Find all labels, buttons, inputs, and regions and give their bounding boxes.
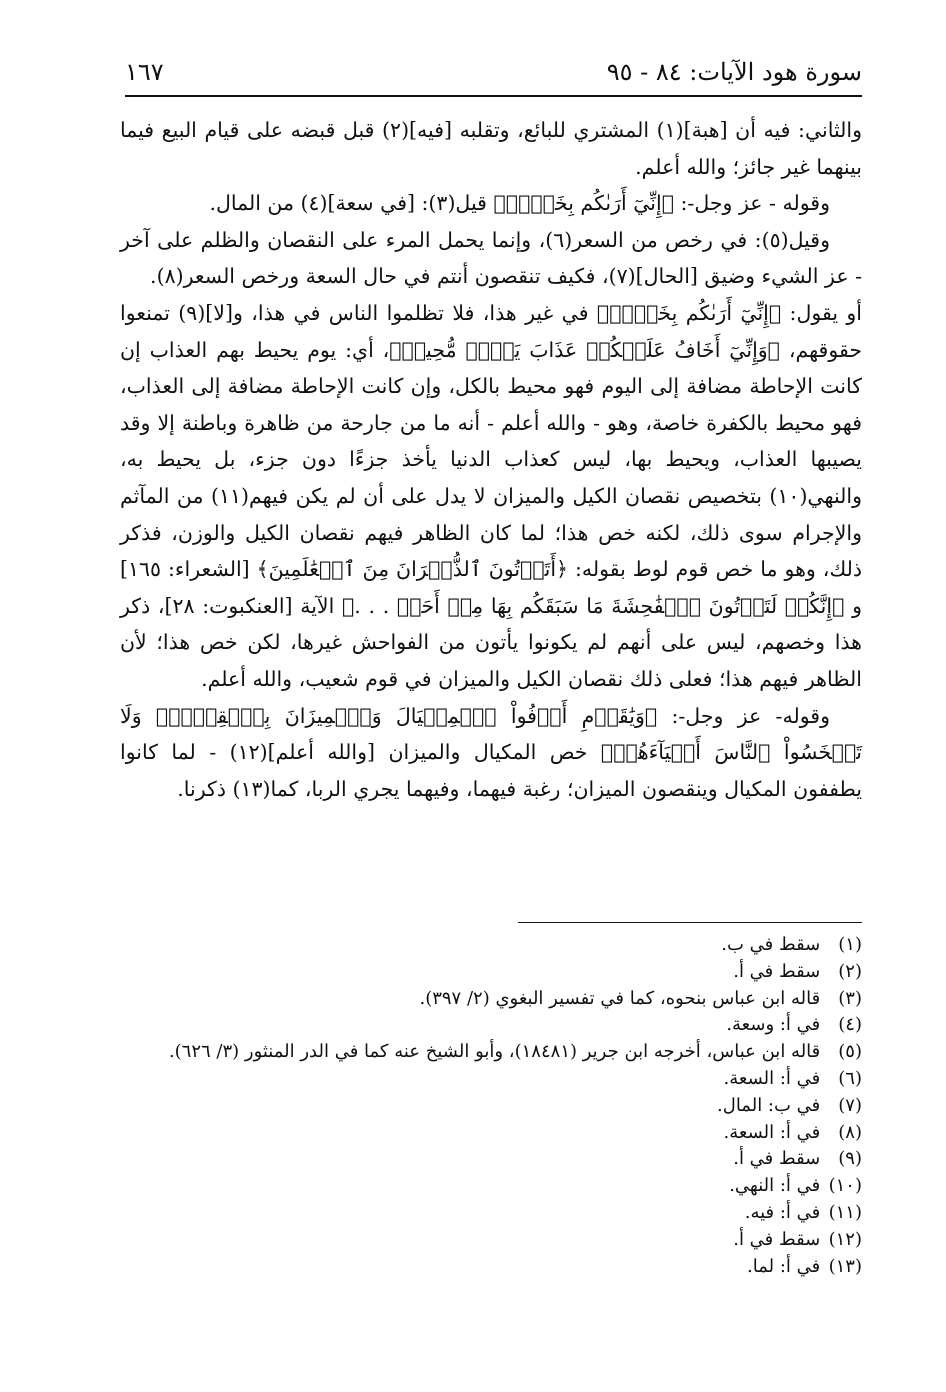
header-rule bbox=[125, 95, 862, 97]
footnote-item bbox=[120, 1254, 862, 1281]
paragraph: وقوله - عز وجل-: ﴿إِنِّيٓ أَرَىٰكُم بِخَيۡرٖ﴾ قيل(٣): [في سعة](٤) من المال. bbox=[209, 191, 830, 216]
footnote-item bbox=[120, 1066, 862, 1093]
footnote-number: (٣) bbox=[838, 987, 862, 1009]
footnote-text: سقط في ب. bbox=[721, 934, 821, 955]
footnote-number: (٩) bbox=[838, 1148, 862, 1170]
footnote-item bbox=[120, 932, 862, 959]
footnote-number: (١٣) bbox=[828, 1255, 862, 1277]
page-number: ١٦٧ bbox=[125, 58, 164, 86]
footnote-text: قاله ابن عباس بنحوه، كما في تفسير البغوي (٢/ ٣٩٧). bbox=[419, 987, 821, 1009]
footnote-item bbox=[120, 1120, 862, 1147]
footnote-number: (٥) bbox=[838, 1041, 862, 1063]
footnote-item bbox=[120, 1039, 862, 1066]
footnote-number: (١) bbox=[838, 934, 862, 955]
page-header bbox=[125, 58, 862, 94]
footnote-number: (١١) bbox=[828, 1201, 862, 1223]
footnote-item bbox=[120, 1093, 862, 1120]
footnote-number: (١٢) bbox=[828, 1228, 862, 1250]
footnote-number: (٢) bbox=[838, 960, 862, 982]
footnote-item bbox=[120, 986, 862, 1013]
footnote-number: (٦) bbox=[838, 1067, 862, 1089]
footnote-item bbox=[120, 1012, 862, 1039]
footnote-text: سقط في أ. bbox=[733, 1148, 821, 1170]
footnote-separator bbox=[518, 922, 862, 923]
main-text bbox=[120, 112, 862, 807]
footnote-item bbox=[120, 1146, 862, 1173]
running-title: سورة هود الآيات: ٨٤ - ٩٥ bbox=[606, 58, 862, 86]
paragraph: والثاني: فيه أن [هبة](١) المشتري للبائع، وتقلبه [فيه](٢) قبل قبضه على قيام البيع فيما بينهما غير جائز؛ والله أعلم. bbox=[120, 118, 863, 179]
footnote-item bbox=[120, 1200, 862, 1227]
footnote-number: (٨) bbox=[838, 1121, 862, 1143]
footnote-item bbox=[120, 1173, 862, 1200]
footnote-number: (١٠) bbox=[828, 1175, 862, 1197]
footnote-text: سقط في أ. bbox=[733, 960, 821, 982]
paragraph: وقيل(٥): في رخص من السعر(٦)، وإنما يحمل المرء على النقصان والظلم على آخر - عز الشيء وضيق [الحال](٧)، فكيف تنقصون أنتم في حال السعة ورخص السعر(٨). bbox=[120, 227, 862, 289]
footnote-text: قاله ابن عباس، أخرجه ابن جرير (١٨٤٨١)، وأبو الشيخ عنه كما في الدر المنثور (٣/ ٦٢٦). bbox=[168, 1041, 821, 1063]
footnote-text: في أ: السعة. bbox=[723, 1121, 821, 1143]
footnote-number: (٧) bbox=[838, 1094, 862, 1116]
paragraph: أو يقول: ﴿إِنِّيٓ أَرَىٰكُم بِخَيۡرٖ﴾ في غير هذا، فلا تظلموا الناس في هذا، و[لا](٩) تمنعوا حقوقهم، ﴿وَإِنِّيٓ أَخَافُ عَلَيۡكُمۡ عَذَابَ يَوۡمٖ مُّحِيطٖ﴾، أي: يوم يحيط بهم العذاب إن كانت الإحاطة مضافة إلى اليوم فهو محيط بالكل، وإن كانت الإحاطة مضافة إلى العذاب، فهو محيط بالكفرة خاصة، وهو - والله أعلم - أنه ما من جارحة من ظاهرة وباطنة إلا وقد يصيبها العذاب، ويحيط بها، ليس كعذاب الدنيا يأخذ جزءًا دون جزء، بل يحيط به، والنهي(١٠) بتخصيص نقصان الكيل والميزان لا يدل على أن لم يكن فيهم(١١) من المآثم والإجرام سوى ذلك، لكنه خص هذا؛ لما كان الظاهر فيهم نقصان الكيل والوزن، فذكر ذلك، وهو ما خص قوم لوط بقوله: ﴿أَتَأۡتُونَ ٱلذُّكۡرَانَ مِنَ ٱلۡعَٰلَمِينَ﴾ [الشعراء: ١٦٥] و ﴿إِنَّكُمۡ لَتَأۡتُونَ ٱلۡفَٰحِشَةَ مَا سَبَقَكُم بِهَا مِنۡ أَحَدٖ . . .﴾ الآية [العنكبوت: ٢٨]، ذكر هذا وخصهم، ليس على أنهم لم يكونوا يأتون من الفواحش غيرها، لكن خص هذا؛ لأن الظاهر فيهم هذا؛ فعلى ذلك نقصان الكيل والميزان في قوم شعيب، والله أعلم. bbox=[120, 300, 862, 691]
footnote-text: في أ: لما. bbox=[747, 1255, 821, 1277]
footnotes-list bbox=[120, 932, 862, 1280]
footnote-text: سقط في أ. bbox=[733, 1228, 821, 1250]
footnote-item bbox=[120, 959, 862, 986]
footnote-text: في أ: السعة. bbox=[723, 1067, 821, 1089]
footnote-number: (٤) bbox=[838, 1014, 862, 1036]
footnote-text: في أ: فيه. bbox=[744, 1201, 821, 1223]
footnote-item bbox=[120, 1227, 862, 1254]
footnote-text: في أ: النهي. bbox=[729, 1175, 821, 1197]
paragraph: وقوله- عز وجل-: ﴿وَيَٰقَوۡمِ أَوۡفُواْ ٱلۡمِكۡيَالَ وَٱلۡمِيزَانَ بِٱلۡقِسۡطِۖ وَلَا تَبۡخَسُواْ ٱلنَّاسَ أَشۡيَآءَهُمۡ﴾ خص المكيال والميزان [والله أعلم](١٢) - لما كانوا يطففون المكيال وينقصون الميزان؛ رغبة فيهما، وفيهما يجري الربا، كما(١٣) ذكرنا. bbox=[120, 703, 862, 801]
footnote-text: في ب: المال. bbox=[717, 1094, 821, 1116]
footnote-text: في أ: وسعة. bbox=[726, 1014, 821, 1036]
